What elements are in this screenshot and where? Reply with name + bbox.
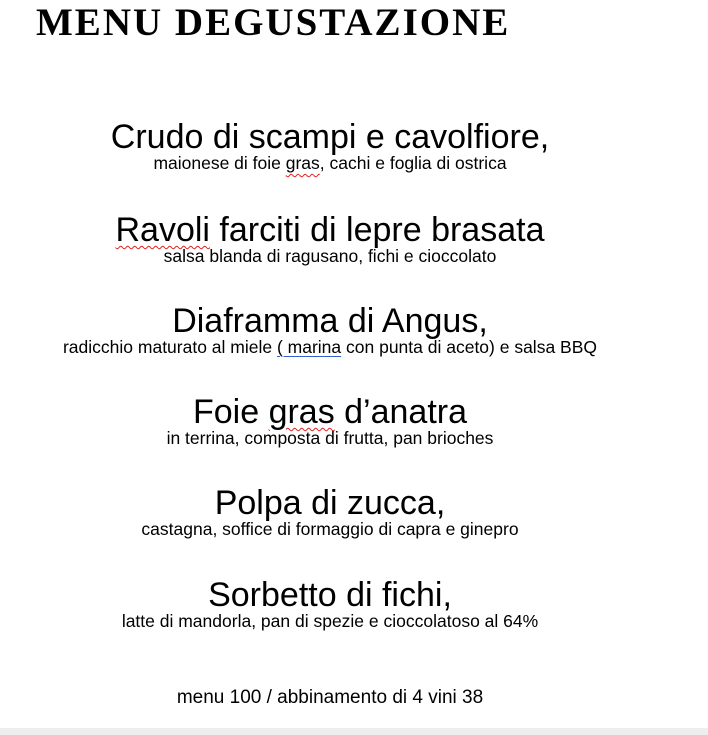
dish-name [0,211,660,249]
dish-name [0,393,660,431]
dish-description: in terrina, composta di frutta, pan brioches [166,428,494,448]
dish-name: Crudo di scampi e cavolfiore, [110,118,550,156]
page-bottom-edge [0,728,708,735]
dish-description: salsa blanda di ragusano, fichi e cioccolato [163,246,497,266]
dish-name: Sorbetto di fichi, [208,576,452,614]
spellcheck-marked-word: Ravoli [115,211,210,249]
course-item [0,302,660,358]
course-item [0,118,660,174]
dish-description: latte di mandorla, pan di spezie e cioccolatoso al 64% [121,611,539,631]
description-text: con punta di aceto) e salsa BBQ [341,337,597,357]
dish-name-text: farciti di lepre brasata [209,211,545,249]
dish-name: Polpa di zucca, [214,484,446,522]
course-item [0,576,660,632]
description-text: , cachi e foglia di ostrica [319,153,507,173]
description-text: maionese di foie [153,153,286,173]
menu-title: MENU DEGUSTAZIONE [36,1,511,44]
spellcheck-marked-word: gras [268,393,335,431]
dish-name-text: d’anatra [334,393,468,431]
course-item [0,393,660,449]
grammar-marked-phrase: ( marina [276,337,342,357]
price-line: menu 100 / abbinamento di 4 vini 38 [176,687,484,708]
dish-name: Diaframma di Angus, [172,302,488,340]
spellcheck-marked-word: gras [285,153,320,173]
description-text: radicchio maturato al miele [62,337,277,357]
dish-description [0,336,660,358]
course-item [0,484,660,540]
dish-description: castagna, soffice di formaggio di capra e ginepro [141,519,519,539]
dish-name-text: Foie [192,393,269,431]
course-item [0,211,660,267]
dish-description [0,152,660,174]
